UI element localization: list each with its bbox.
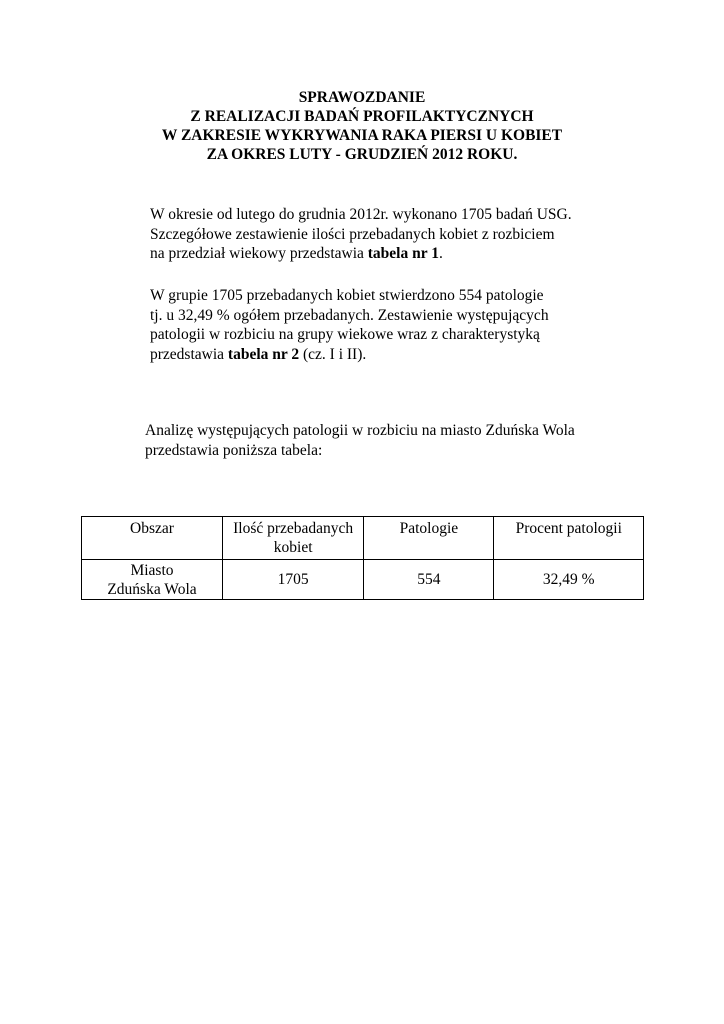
paragraph-line: Analizę występujących patologii w rozbiciu na miasto Zduńska Wola <box>145 422 575 439</box>
table-row <box>82 560 644 600</box>
pathology-table <box>81 516 644 600</box>
cell-count: 1705 <box>222 560 363 600</box>
title-line-1: SPRAWOZDANIE <box>298 89 426 106</box>
table-reference: tabela nr 2 <box>227 345 300 363</box>
paragraph-usg-summary <box>150 205 572 264</box>
paragraph-line <box>150 244 572 264</box>
cell-percent: 32,49 % <box>494 560 644 600</box>
title-line-4: ZA OKRES LUTY - GRUDZIEŃ 2012 ROKU. <box>206 146 518 163</box>
title-line-3: W ZAKRESIE WYKRYWANIA RAKA PIERSI U KOBIET <box>161 127 563 144</box>
text-fragment: na przedział wiekowy przedstawia <box>150 245 368 262</box>
cell-area: Miasto Zduńska Wola <box>82 560 223 600</box>
header-pathologies: Patologie <box>364 517 494 560</box>
header-area: Obszar <box>82 517 223 560</box>
table-reference: tabela nr 1 <box>367 245 439 262</box>
paragraph-pathologies <box>150 286 549 364</box>
paragraph-line: W grupie 1705 przebadanych kobiet stwierdzono 554 patologie <box>150 287 544 304</box>
cell-pathologies: 554 <box>364 560 494 600</box>
table-header-row <box>82 517 644 560</box>
text-fragment: przedstawia <box>150 345 228 363</box>
title-line-2: Z REALIZACJI BADAŃ PROFILAKTYCZNYCH <box>190 108 534 125</box>
report-title <box>0 88 724 164</box>
paragraph-city-analysis <box>145 421 575 460</box>
paragraph-line: Szczegółowe zestawienie ilości przebadanych kobiet z rozbiciem <box>150 225 555 243</box>
header-percent: Procent patologii <box>494 517 644 560</box>
header-count: Ilość przebadanych kobiet <box>222 517 363 560</box>
text-fragment: (cz. I i II). <box>299 345 367 363</box>
paragraph-line: tj. u 32,49 % ogółem przebadanych. Zestawienie występujących <box>150 306 549 324</box>
paragraph-line <box>150 345 549 365</box>
paragraph-line: patologii w rozbiciu na grupy wiekowe wraz z charakterystyką <box>150 326 540 343</box>
paragraph-line: przedstawia poniższa tabela: <box>145 441 323 459</box>
text-fragment: . <box>438 245 443 262</box>
paragraph-line: W okresie od lutego do grudnia 2012r. wykonano 1705 badań USG. <box>150 206 572 223</box>
